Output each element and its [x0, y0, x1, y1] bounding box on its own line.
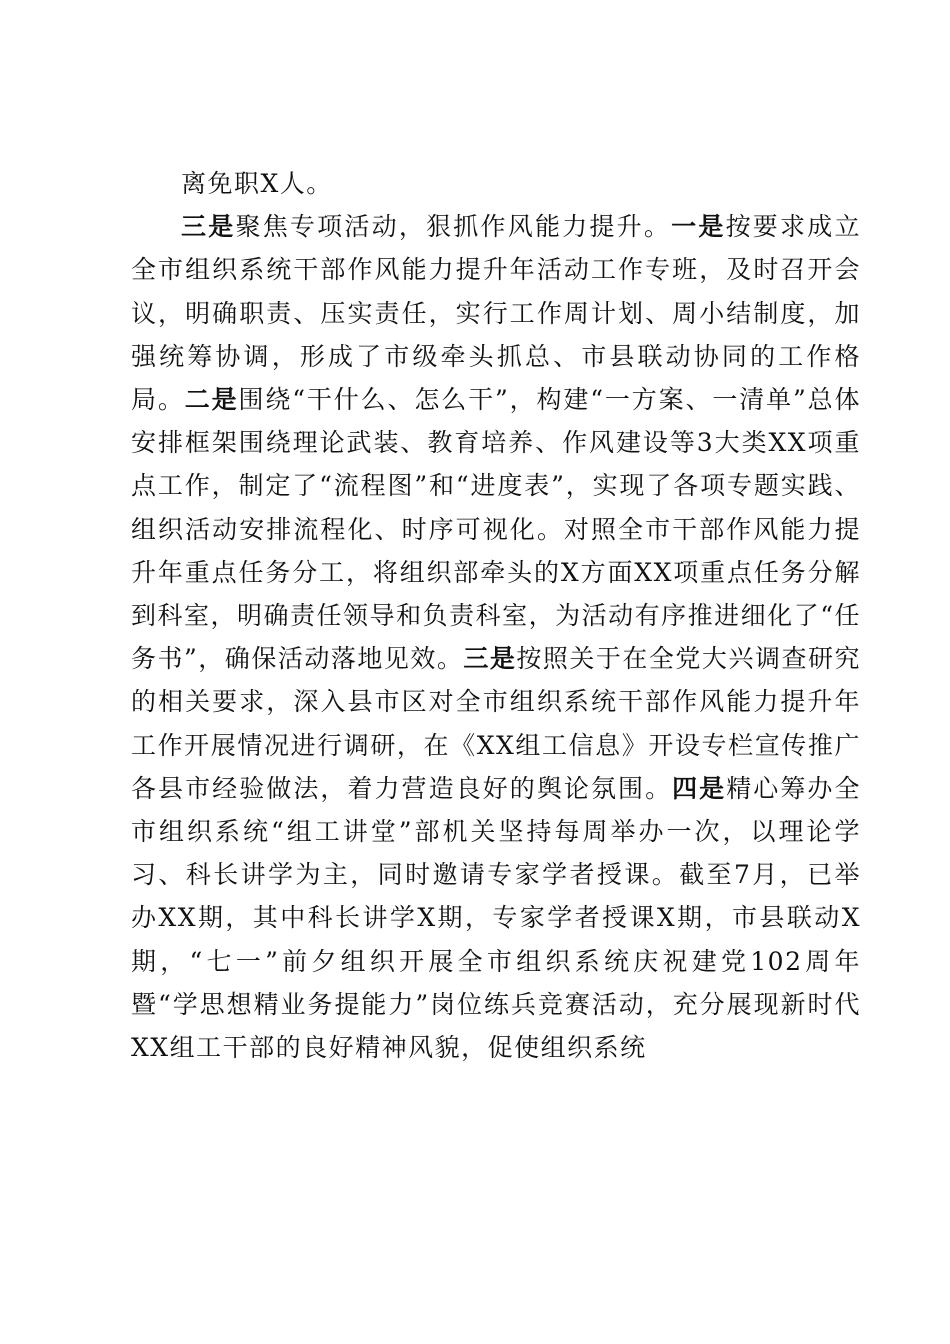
text-run: 精心筹办全市组织系统“组工讲堂”部机关坚持每周举办一次，以理论学习、科长讲学为主，同时邀请专家学者授课。截至7月，已举办XX期，其中科长讲学X期，专家学者授课X期，市县联动X期，“七一”前夕组织开展全市组织系统庆祝建党102周年暨“学思想精业务提能力”岗位练兵竞赛活动，充分展现新时代XX组工干部的良好精神风貌，促使组织系统 [131, 773, 861, 1063]
lead-phrase: 一是 [671, 212, 726, 242]
text-run: 聚焦专项活动，狠抓作风能力提升。 [235, 212, 672, 242]
text-run: 围绕“干什么、怎么干”，构建“一方案、一清单”总体安排框架围绕理论武装、教育培养、作风建设等3大类XX项重点工作，制定了“流程图”和“进度表”，实现了各项专题实践、组织活动安排流程化、时序可视化。对照全市干部作风能力提升年重点任务分工，将组织部牵头的X方面XX项重点任务分解到科室，明确责任领导和负责科室，为活动有序推进细化了“任务书”，确保活动落地见效。 [131, 385, 861, 674]
paragraph-2 [131, 205, 861, 1069]
lead-phrase: 二是 [184, 385, 239, 415]
paragraph-1 [131, 162, 861, 205]
lead-phrase: 三是 [463, 644, 517, 674]
body-text [131, 162, 861, 1069]
text-run: 按照关于在全党大兴调查研究的相关要求，深入县市区对全市组织系统干部作风能力提升年工作开展情况进行调研，在《XX组工信息》开设专栏宣传推广各县市经验做法，着力营造良好的舆论氛围。 [131, 644, 861, 803]
text-run: 离免职X人。 [181, 169, 333, 198]
lead-phrase: 三是 [181, 212, 236, 242]
text-run: 按要求成立全市组织系统干部作风能力提升年活动工作专班，及时召开会议，明确职责、压实责任，实行工作周计划、周小结制度，加强统筹协调，形成了市级牵头抓总、市县联动协同的工作格局。 [131, 212, 861, 415]
lead-phrase: 四是 [672, 773, 727, 803]
